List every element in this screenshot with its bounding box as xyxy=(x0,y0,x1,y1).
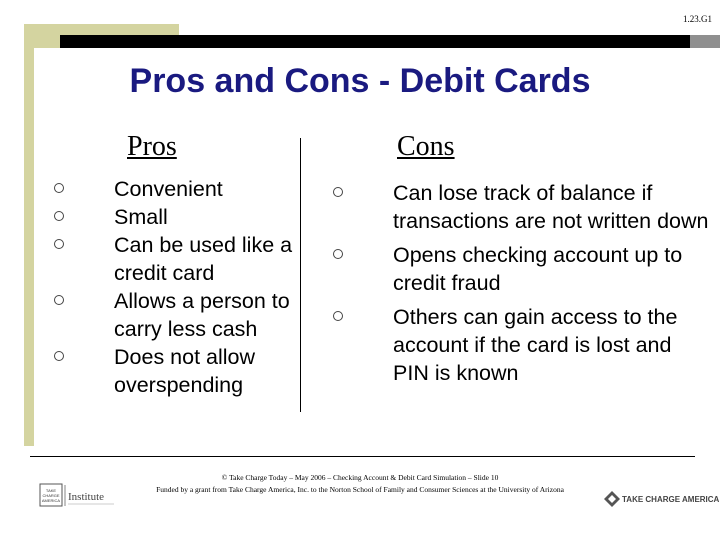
decorative-top-bar xyxy=(60,35,720,48)
svg-text:TAKE CHARGE AMERICA: TAKE CHARGE AMERICA xyxy=(622,495,720,504)
cons-item xyxy=(333,303,713,387)
bullet-icon xyxy=(54,183,64,193)
cons-item-text: Opens checking account up to credit fraud xyxy=(393,243,683,295)
bullet-icon xyxy=(333,187,343,197)
cons-list xyxy=(333,179,713,387)
pros-item-text: Allows a person to carry less cash xyxy=(114,289,290,341)
bullet-icon xyxy=(54,239,64,249)
svg-text:CHARGE: CHARGE xyxy=(42,493,60,498)
svg-text:TAKE: TAKE xyxy=(45,488,57,493)
pros-item xyxy=(54,343,314,399)
bullet-icon xyxy=(54,351,64,361)
pros-list xyxy=(54,175,314,399)
footer-text xyxy=(130,472,590,496)
bullet-icon xyxy=(333,311,343,321)
footer-divider xyxy=(30,456,695,457)
pros-item-text: Convenient xyxy=(114,177,223,201)
cons-item xyxy=(333,241,713,297)
pros-item xyxy=(54,231,314,287)
footer-funding: Funded by a grant from Take Charge America, Inc. to the Norton School of Family and Consumer Sciences at the University of Arizona xyxy=(156,485,564,494)
cons-heading: Cons xyxy=(397,131,455,162)
pros-item xyxy=(54,287,314,343)
bullet-icon xyxy=(333,249,343,259)
bullet-icon xyxy=(54,211,64,221)
take-charge-america-logo xyxy=(600,488,720,510)
cons-item-text: Can lose track of balance if transactions are not written down xyxy=(393,181,709,233)
svg-text:Institute: Institute xyxy=(68,491,105,503)
slide-title: Pros and Cons - Debit Cards xyxy=(129,62,591,100)
take-charge-america-institute-logo xyxy=(38,482,116,512)
pros-item-text: Can be used like a credit card xyxy=(114,233,293,285)
footer-copyright: © Take Charge Today – May 2006 – Checking Account & Debit Card Simulation – Slide 10 xyxy=(221,473,499,482)
cons-item-text: Others can gain access to the account if the card is lost and PIN is known xyxy=(393,305,678,385)
pros-item xyxy=(54,175,314,203)
cons-item xyxy=(333,179,713,235)
pros-heading: Pros xyxy=(127,131,177,162)
pros-item-text: Does not allow overspending xyxy=(114,345,256,397)
decorative-top-bar-end xyxy=(690,35,720,48)
bullet-icon xyxy=(54,295,64,305)
svg-text:AMERICA: AMERICA xyxy=(41,498,61,503)
pros-item xyxy=(54,203,314,231)
slide-number: 1.23.G1 xyxy=(683,14,712,24)
pros-item-text: Small xyxy=(114,205,168,229)
